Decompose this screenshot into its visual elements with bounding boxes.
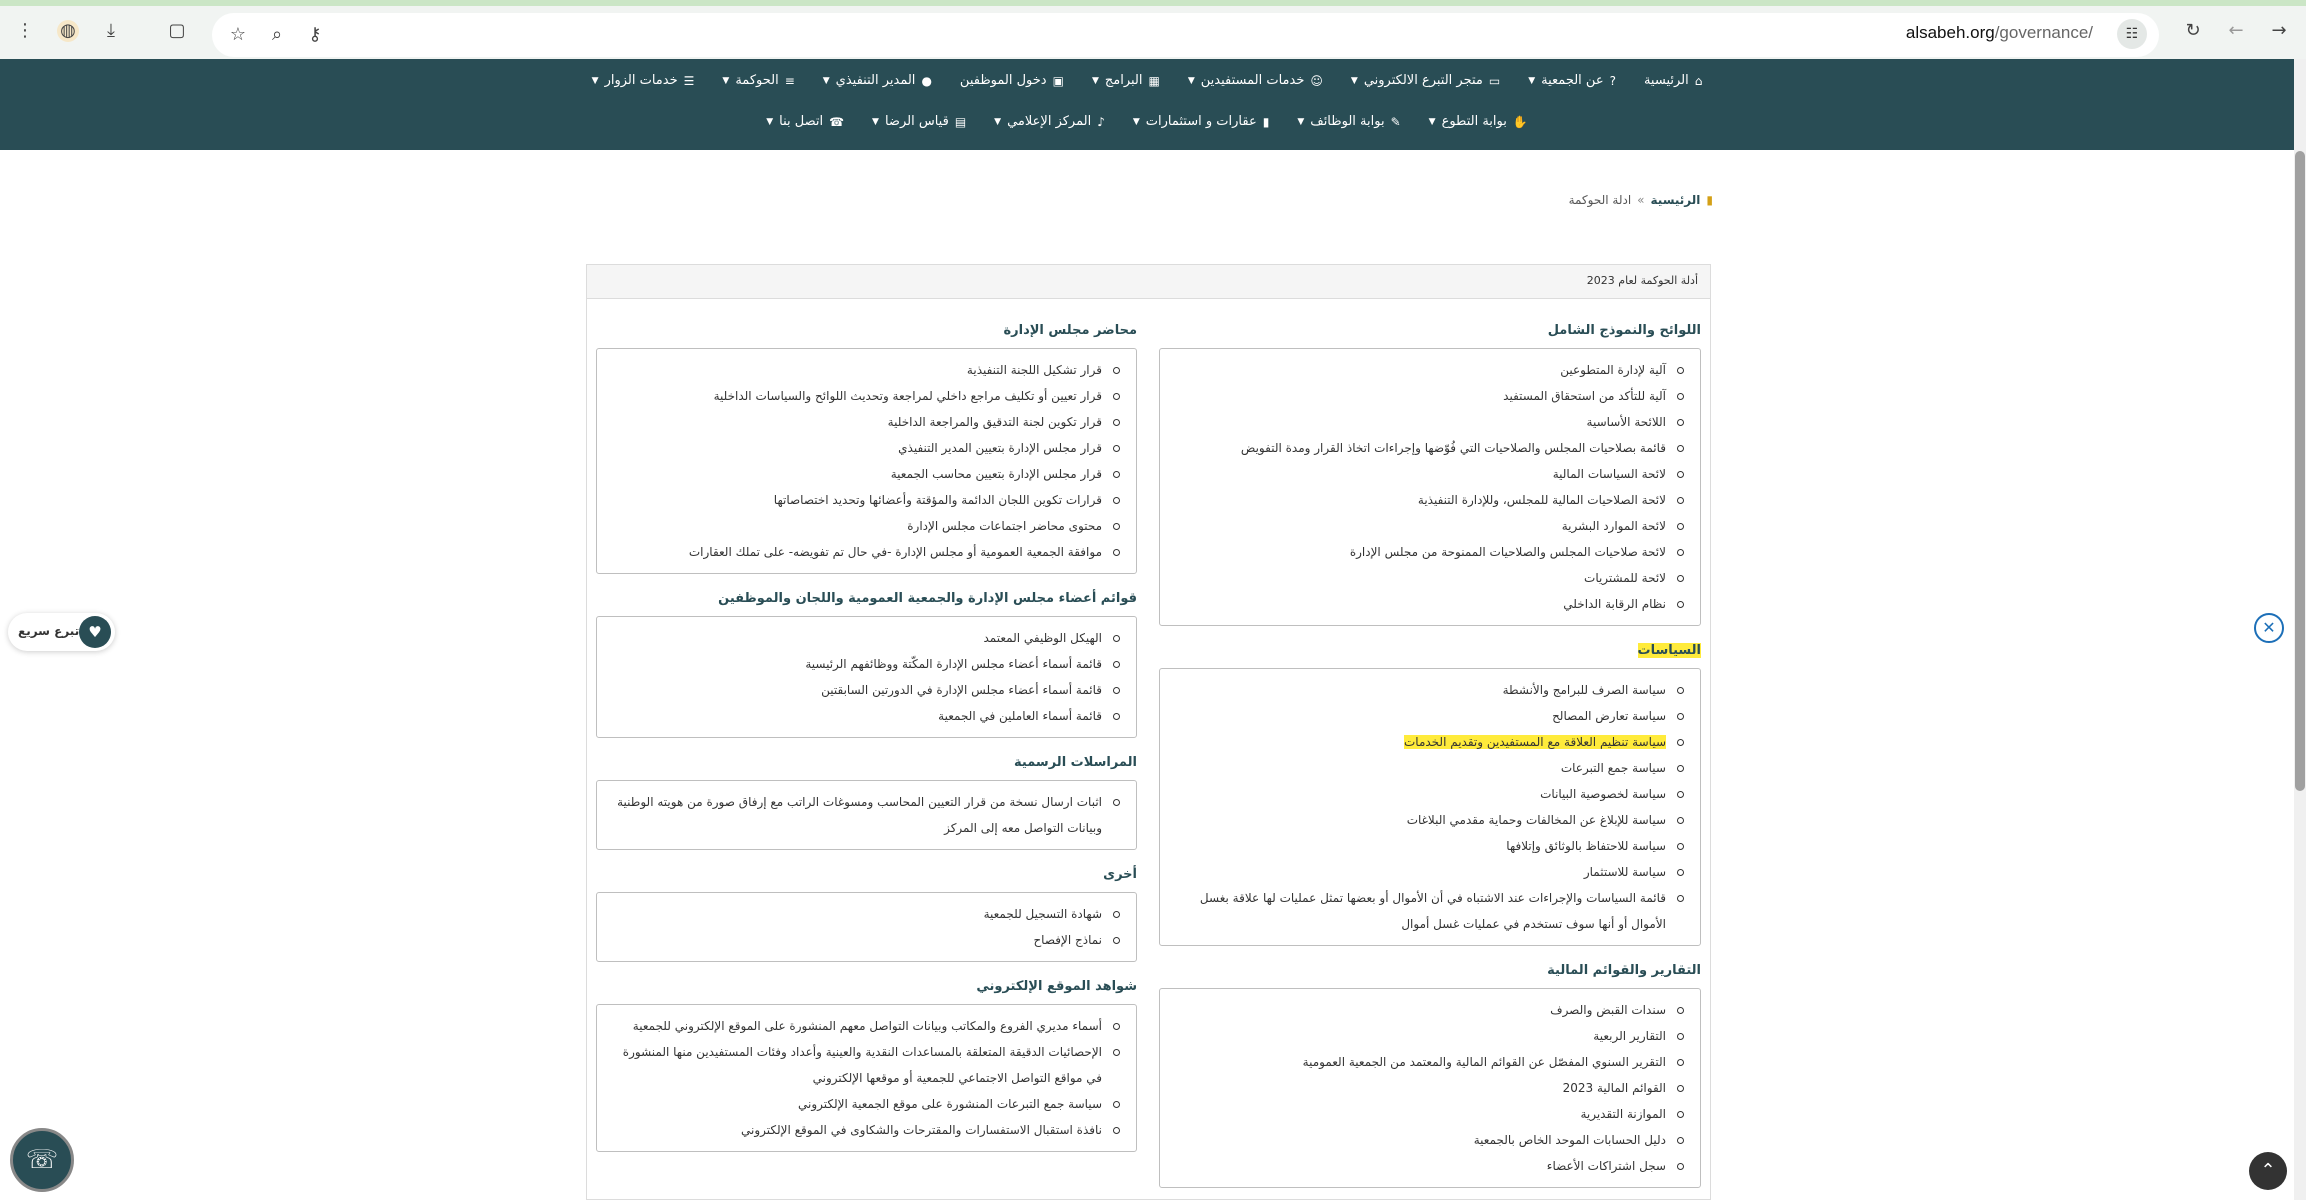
chevron-down-icon: ▼ bbox=[994, 116, 1002, 127]
chevron-down-icon: ▼ bbox=[722, 75, 730, 86]
nav-item[interactable] bbox=[960, 73, 1064, 88]
chevron-down-icon: ▼ bbox=[1428, 116, 1436, 127]
document-link[interactable] bbox=[1168, 833, 1688, 859]
document-link[interactable] bbox=[1168, 781, 1688, 807]
star-icon[interactable]: ☆ bbox=[229, 24, 247, 45]
document-link[interactable] bbox=[605, 513, 1124, 539]
section-title-text: اللوائح والنموذج الشامل bbox=[1547, 323, 1701, 338]
document-link-text: الموازنة التقديرية bbox=[1580, 1107, 1666, 1121]
clipboard-icon: ▤ bbox=[954, 114, 967, 129]
chevron-down-icon: ▼ bbox=[766, 116, 774, 127]
document-link-text: سياسة جمع التبرعات المنشورة على موقع الجمعية الإلكتروني bbox=[797, 1097, 1102, 1111]
document-list bbox=[605, 789, 1124, 841]
nav-item-label: الحوكمة bbox=[735, 73, 779, 88]
nav-item-label: بوابة التطوع bbox=[1441, 114, 1507, 129]
section-box bbox=[596, 1004, 1137, 1152]
building-icon: ▮ bbox=[1262, 114, 1270, 129]
browser-toolbar bbox=[0, 0, 2306, 59]
document-link-text: لائحة الموارد البشرية bbox=[1561, 519, 1666, 533]
nav-item-label: المدير التنفيذي bbox=[835, 73, 916, 88]
document-link-text: سياسة للاحتفاظ بالوثائق وإتلافها bbox=[1506, 839, 1666, 853]
phone-icon: ☎ bbox=[829, 114, 845, 129]
document-link-text: قرار مجلس الإدارة بتعيين محاسب الجمعية bbox=[890, 467, 1102, 481]
document-link-text: قرار تعيين أو تكليف مراجع داخلي لمراجعة وتحديث اللوائح والسياسات الداخلية bbox=[713, 389, 1102, 403]
document-link[interactable] bbox=[1168, 487, 1688, 513]
document-list bbox=[605, 357, 1124, 565]
document-link-text: سياسة للاستثمار bbox=[1583, 865, 1666, 879]
section-box bbox=[596, 780, 1137, 850]
document-link-text: موافقة الجمعية العمومية أو مجلس الإدارة -في حال تم تفويضه- على تملك العقارات bbox=[688, 545, 1102, 559]
chevron-down-icon: ▼ bbox=[591, 75, 599, 86]
nav-item[interactable] bbox=[1092, 73, 1160, 88]
document-link-text: أسماء مديري الفروع والمكاتب وبيانات التواصل معهم المنشورة على الموقع الإلكتروني للجمعية bbox=[632, 1019, 1102, 1033]
back-icon[interactable]: ← bbox=[2228, 20, 2244, 41]
quick-donate-label: تبرع سريع bbox=[18, 624, 80, 638]
url-path: /governance/ bbox=[1994, 23, 2093, 42]
document-link[interactable] bbox=[1168, 677, 1688, 703]
document-link[interactable] bbox=[605, 1091, 1124, 1117]
document-link-text: اللائحة الأساسية bbox=[1586, 415, 1666, 429]
document-link[interactable] bbox=[1168, 461, 1688, 487]
document-link-text: قائمة السياسات والإجراءات عند الاشتباه في أن الأموال أو بعضها تمثل عمليات لها علاقة بغسل الأموال أو أنها سوف تستخدم في عمليات غسل أموال bbox=[1199, 891, 1666, 931]
document-link[interactable] bbox=[1168, 1075, 1688, 1101]
forward-icon[interactable]: → bbox=[2271, 20, 2287, 41]
document-link-text: لائحة صلاحيات المجلس والصلاحيات الممنوحة من مجلس الإدارة bbox=[1349, 545, 1666, 559]
nav-item[interactable] bbox=[994, 114, 1105, 129]
breadcrumb bbox=[1569, 193, 1713, 207]
document-list bbox=[1168, 677, 1688, 937]
section-title bbox=[596, 588, 1137, 610]
section-title bbox=[1159, 320, 1701, 342]
document-link-text: القوائم المالية 2023 bbox=[1562, 1081, 1666, 1095]
section-title bbox=[596, 752, 1137, 774]
nav-item[interactable] bbox=[1528, 73, 1616, 88]
document-link[interactable] bbox=[1168, 435, 1688, 461]
document-link[interactable] bbox=[605, 435, 1124, 461]
puzzle-icon[interactable]: ▢ bbox=[168, 20, 186, 41]
breadcrumb-separator: » bbox=[1637, 193, 1645, 207]
section-title-text: محاضر مجلس الإدارة bbox=[1003, 323, 1137, 338]
nav-item-label: المركز الإعلامي bbox=[1007, 114, 1092, 129]
nav-item[interactable] bbox=[1644, 73, 1702, 88]
address-bar[interactable] bbox=[212, 13, 2159, 57]
menu-dots-icon[interactable]: ⋮ bbox=[16, 20, 34, 41]
document-link-text: نظام الرقابة الداخلي bbox=[1563, 597, 1666, 611]
site-navigation bbox=[0, 59, 2294, 150]
document-link[interactable] bbox=[1168, 357, 1688, 383]
document-list bbox=[1168, 357, 1688, 617]
document-link[interactable] bbox=[605, 1117, 1124, 1143]
nav-item-label: البرامج bbox=[1104, 73, 1143, 88]
document-link-text: الإحصائيات الدقيقة المتعلقة بالمساعدات النقدية والعينية وأعداد وفئات المستفيدين منها المنشورة في مواقع التواصل الاجتماعي للجمعية أو موقعها الإلكتروني bbox=[622, 1045, 1102, 1085]
section-title-text: المراسلات الرسمية bbox=[1014, 755, 1137, 770]
document-link[interactable] bbox=[1168, 1049, 1688, 1075]
document-link[interactable] bbox=[1168, 591, 1688, 617]
nav-row-secondary bbox=[0, 114, 2294, 129]
left-column bbox=[596, 320, 1137, 1166]
chevron-down-icon: ▼ bbox=[1187, 75, 1195, 86]
document-link-text: شهادة التسجيل للجمعية bbox=[983, 907, 1102, 921]
right-column bbox=[1159, 320, 1701, 1200]
chevron-down-icon: ▼ bbox=[1091, 75, 1099, 86]
nav-item[interactable] bbox=[766, 114, 844, 129]
document-link-text: سندات القبض والصرف bbox=[1550, 1003, 1666, 1017]
nav-item-label: متجر التبرع الالكتروني bbox=[1363, 73, 1483, 88]
document-link[interactable] bbox=[605, 409, 1124, 435]
document-link-text: سياسة الصرف للبرامج والأنشطة bbox=[1502, 683, 1666, 697]
document-link-text: سياسة جمع التبرعات bbox=[1560, 761, 1666, 775]
nav-item-label: خدمات المستفيدين bbox=[1200, 73, 1305, 88]
document-link-text: سياسة لخصوصية البيانات bbox=[1540, 787, 1666, 801]
chevron-down-icon: ▼ bbox=[1132, 116, 1140, 127]
section-box bbox=[596, 348, 1137, 574]
list-icon: ≡ bbox=[784, 73, 795, 88]
section-box bbox=[1159, 348, 1701, 626]
document-link-text: سياسة تعارض المصالح bbox=[1552, 709, 1666, 723]
document-list bbox=[1168, 997, 1688, 1179]
document-link[interactable] bbox=[605, 901, 1124, 927]
document-link-text: قائمة بصلاحيات المجلس والصلاحيات التي فُوّضها وإجراءات اتخاذ القرار ومدة التفويض bbox=[1240, 441, 1666, 455]
document-link-text: آلية للتأكد من استحقاق المستفيد bbox=[1503, 389, 1666, 403]
document-list bbox=[605, 625, 1124, 729]
nav-item[interactable] bbox=[872, 114, 966, 129]
document-link[interactable] bbox=[1168, 703, 1688, 729]
document-link[interactable] bbox=[1168, 729, 1688, 755]
document-link-text: لائحة السياسات المالية bbox=[1552, 467, 1666, 481]
id-card-icon: ▣ bbox=[1052, 73, 1064, 88]
section-title-text: قوائم أعضاء مجلس الإدارة والجمعية العمومية واللجان والموظفين bbox=[718, 591, 1137, 606]
reload-icon[interactable]: ↻ bbox=[2185, 20, 2201, 41]
document-link[interactable] bbox=[605, 927, 1124, 953]
breadcrumb-home[interactable]: الرئيسية bbox=[1650, 193, 1701, 207]
document-link-text: سياسة للإبلاغ عن المخالفات وحماية مقدمي البلاغات bbox=[1406, 813, 1666, 827]
document-link[interactable] bbox=[605, 1013, 1124, 1039]
document-link[interactable] bbox=[1168, 1023, 1688, 1049]
document-link[interactable] bbox=[1168, 383, 1688, 409]
nav-item-label: الرئيسية bbox=[1643, 73, 1689, 88]
chevron-down-icon: ▼ bbox=[822, 75, 830, 86]
url-host: alsabeh.org bbox=[1905, 23, 1995, 42]
document-link[interactable] bbox=[1168, 1127, 1688, 1153]
scrollbar-track[interactable] bbox=[2294, 59, 2306, 1200]
nav-item-label: اتصل بنا bbox=[779, 114, 824, 129]
document-link[interactable] bbox=[1168, 409, 1688, 435]
document-link-text: قرار تكوين لجنة التدقيق والمراجعة الداخلية bbox=[887, 415, 1102, 429]
section-title-text: التقارير والقوائم المالية bbox=[1547, 963, 1701, 978]
nav-item-label: قياس الرضا bbox=[884, 114, 949, 129]
document-link-text: قائمة أسماء أعضاء مجلس الإدارة في الدورتين السابقتين bbox=[821, 683, 1102, 697]
document-link[interactable] bbox=[1168, 997, 1688, 1023]
url-text[interactable] bbox=[1906, 23, 2093, 43]
donate-hand-icon: ♥ bbox=[79, 616, 111, 648]
card-icon: ▭ bbox=[1488, 73, 1501, 88]
download-icon[interactable]: ⤓ bbox=[107, 20, 115, 41]
section-box bbox=[1159, 668, 1701, 946]
chevron-down-icon: ▼ bbox=[1350, 75, 1358, 86]
hand-icon: ✋ bbox=[1512, 114, 1528, 129]
nav-row-primary bbox=[0, 73, 2294, 88]
nav-item[interactable] bbox=[1188, 73, 1323, 88]
nav-item[interactable] bbox=[1351, 73, 1500, 88]
calendar-icon: ▦ bbox=[1148, 73, 1160, 88]
document-link-text: التقرير السنوي المفصّل عن القوائم المالية والمعتمد من الجمعية العمومية bbox=[1302, 1055, 1666, 1069]
document-link[interactable] bbox=[605, 789, 1124, 841]
bookmark-icon: ▮ bbox=[1706, 193, 1713, 207]
section-title bbox=[1159, 960, 1701, 982]
document-link-text: نافذة استقبال الاستفسارات والمقترحات والشكاوى في الموقع الإلكتروني bbox=[740, 1123, 1102, 1137]
mic-icon: ♪ bbox=[1097, 114, 1105, 129]
document-link[interactable] bbox=[1168, 513, 1688, 539]
document-link-text: التقارير الربعية bbox=[1593, 1029, 1666, 1043]
document-link[interactable] bbox=[1168, 1101, 1688, 1127]
document-link-text: قرارات تكوين اللجان الدائمة والمؤقتة وأعضائها وتحديد اختصاصاتها bbox=[773, 493, 1102, 507]
document-link[interactable] bbox=[605, 357, 1124, 383]
scrollbar-thumb[interactable] bbox=[2295, 151, 2305, 791]
nav-item[interactable] bbox=[592, 73, 695, 88]
section-box bbox=[596, 616, 1137, 738]
document-link-text: سياسة تنظيم العلاقة مع المستفيدين وتقديم الخدمات bbox=[1403, 735, 1666, 749]
chevron-down-icon: ▼ bbox=[1297, 116, 1305, 127]
section-title-text: أخرى bbox=[1103, 867, 1137, 882]
section-title bbox=[596, 976, 1137, 998]
site-settings-icon[interactable]: ☷ bbox=[2117, 19, 2147, 49]
section-title-text: السياسات bbox=[1637, 643, 1701, 658]
nav-item-label: خدمات الزوار bbox=[604, 73, 678, 88]
chevron-down-icon: ▼ bbox=[872, 116, 879, 127]
document-link[interactable] bbox=[605, 461, 1124, 487]
nav-item[interactable] bbox=[823, 73, 932, 88]
nav-item[interactable] bbox=[1133, 114, 1269, 129]
nav-item-label: عن الجمعية bbox=[1541, 73, 1604, 88]
section-title bbox=[596, 864, 1137, 886]
pin-icon: ● bbox=[921, 73, 932, 88]
document-link-text: اثبات ارسال نسخة من قرار التعيين المحاسب ومسوغات الراتب مع إرفاق صورة من هويته الوطنية وبيانات التواصل معه إلى المركز bbox=[617, 795, 1102, 835]
nav-item[interactable] bbox=[1297, 114, 1400, 129]
edit-icon: ✎ bbox=[1390, 114, 1401, 129]
section-box bbox=[1159, 988, 1701, 1188]
document-list bbox=[605, 901, 1124, 953]
document-link-text: دليل الحسابات الموحد الخاص بالجمعية bbox=[1473, 1133, 1666, 1147]
home-icon: ⌂ bbox=[1694, 73, 1703, 88]
document-link[interactable] bbox=[605, 677, 1124, 703]
question-icon: ? bbox=[1609, 73, 1616, 88]
nav-item-label: بوابة الوظائف bbox=[1310, 114, 1385, 129]
section-box bbox=[596, 892, 1137, 962]
document-link[interactable] bbox=[1168, 1153, 1688, 1179]
document-link[interactable] bbox=[1168, 807, 1688, 833]
document-link[interactable] bbox=[1168, 755, 1688, 781]
document-link-text: آلية لإدارة المتطوعين bbox=[1560, 363, 1666, 377]
close-icon[interactable]: ✕ bbox=[2254, 613, 2284, 643]
document-link-text: الهيكل الوظيفي المعتمد bbox=[983, 631, 1102, 645]
extension-icon[interactable]: ◍ bbox=[57, 20, 79, 42]
document-link-text: نماذج الإفصاح bbox=[1033, 933, 1102, 947]
document-link[interactable] bbox=[605, 539, 1124, 565]
document-link-text: لائحة الصلاحيات المالية للمجلس، وللإدارة التنفيذية bbox=[1417, 493, 1666, 507]
document-link[interactable] bbox=[605, 651, 1124, 677]
zoom-icon[interactable]: ⌕ bbox=[271, 24, 283, 45]
document-link[interactable] bbox=[1168, 885, 1688, 937]
document-link[interactable] bbox=[1168, 565, 1688, 591]
document-link-text: قائمة أسماء العاملين في الجمعية bbox=[938, 709, 1102, 723]
nav-item-label: دخول الموظفين bbox=[959, 73, 1047, 88]
document-link-text: قائمة أسماء أعضاء مجلس الإدارة المكّتة ووظائفهم الرئيسية bbox=[805, 657, 1102, 671]
document-link-text: قرار مجلس الإدارة بتعيين المدير التنفيذي bbox=[898, 441, 1102, 455]
chevron-down-icon: ▼ bbox=[1528, 75, 1536, 86]
document-link-text: سجل اشتراكات الأعضاء bbox=[1546, 1159, 1666, 1173]
scroll-to-top-icon[interactable]: ⌃ bbox=[2249, 1152, 2287, 1190]
document-link[interactable] bbox=[605, 487, 1124, 513]
users-icon: ☺ bbox=[1310, 73, 1323, 88]
document-link[interactable] bbox=[1168, 539, 1688, 565]
document-link-text: لائحة للمشتريات bbox=[1584, 571, 1666, 585]
server-icon: ☰ bbox=[683, 73, 695, 88]
document-link-text: قرار تشكيل اللجنة التنفيذية bbox=[966, 363, 1102, 377]
document-list bbox=[605, 1013, 1124, 1143]
password-key-icon[interactable]: ⚷ bbox=[308, 24, 322, 45]
document-link[interactable] bbox=[605, 703, 1124, 729]
nav-item[interactable] bbox=[722, 73, 794, 88]
nav-item[interactable] bbox=[1429, 114, 1528, 129]
document-link[interactable] bbox=[605, 383, 1124, 409]
document-link[interactable] bbox=[1168, 859, 1688, 885]
breadcrumb-current: ادلة الحوكمة bbox=[1568, 193, 1632, 207]
panel-title: أدلة الحوكمة لعام 2023 bbox=[587, 265, 1710, 299]
quick-donate-button[interactable] bbox=[8, 613, 115, 651]
section-title-text: شواهد الموقع الإلكتروني bbox=[976, 979, 1137, 994]
section-title bbox=[1159, 640, 1701, 662]
whatsapp-icon[interactable]: ☏ bbox=[10, 1128, 74, 1192]
document-link[interactable] bbox=[605, 625, 1124, 651]
section-title bbox=[596, 320, 1137, 342]
nav-item-label: عقارات و استثمارات bbox=[1145, 114, 1257, 129]
document-link[interactable] bbox=[605, 1039, 1124, 1091]
document-link-text: محتوى محاضر اجتماعات مجلس الإدارة bbox=[907, 519, 1102, 533]
